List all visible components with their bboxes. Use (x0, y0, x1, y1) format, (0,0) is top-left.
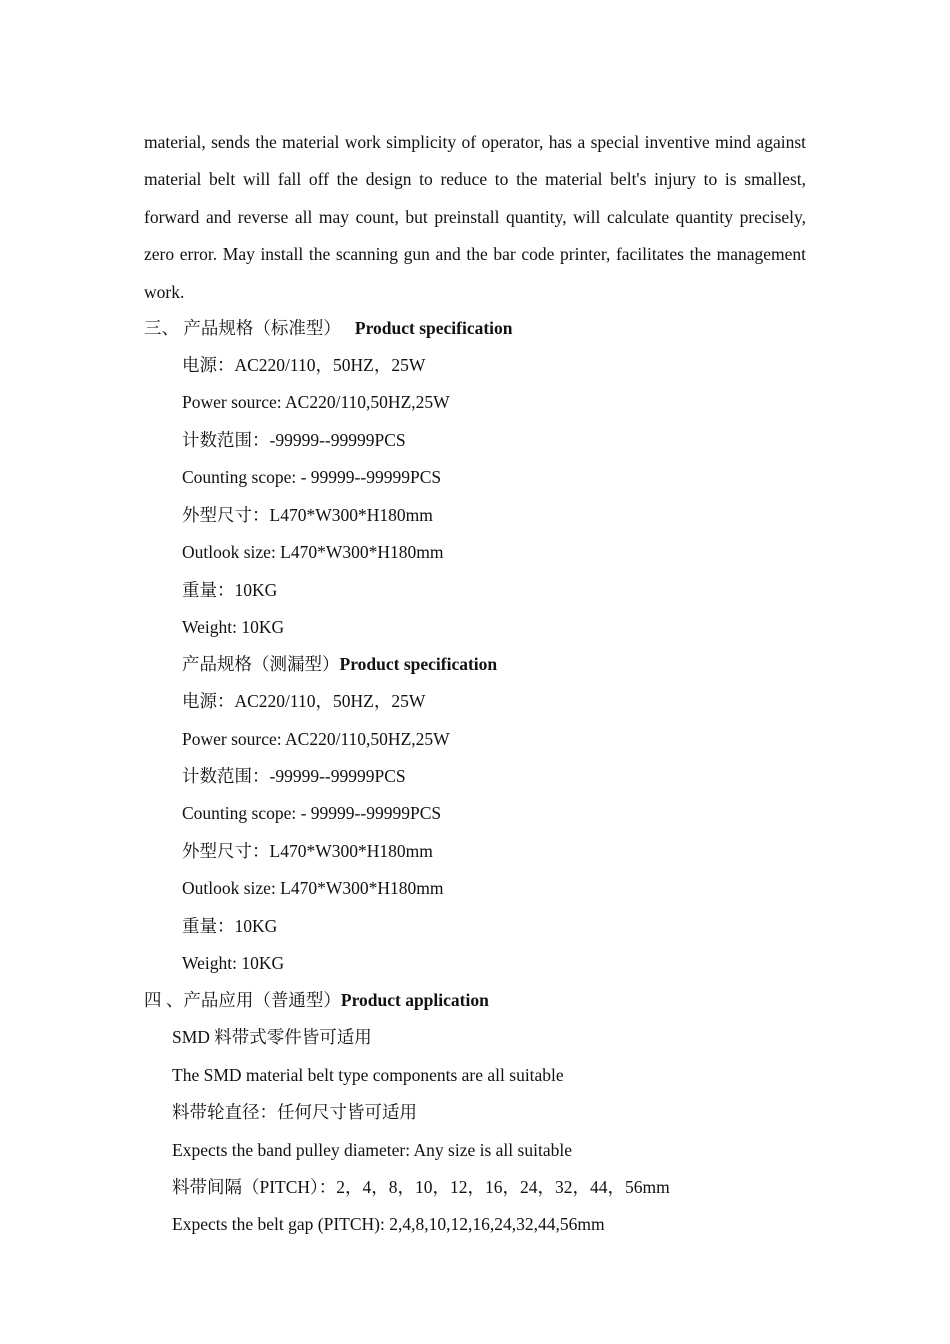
spec-line: Power source: AC220/110,50HZ,25W (182, 392, 450, 412)
spec-line: Counting scope: - 99999--99999PCS (182, 803, 442, 823)
application-line: Expects the band pulley diameter: Any size is all suitable (172, 1140, 572, 1160)
application-line: Expects the belt gap (PITCH): 2,4,8,10,12,16,24,32,44,56mm (172, 1214, 605, 1234)
section3-heading (144, 316, 513, 340)
spec-line: 重量：10KG (182, 580, 278, 600)
application-line: The SMD material belt type components are all suitable (172, 1065, 564, 1085)
spec-line: Weight: 10KG (182, 953, 285, 973)
spec-line: 计数范围：-99999--99999PCS (182, 766, 406, 786)
leak-type-heading-cn: 产品规格（测漏型） (182, 654, 340, 674)
application-line: SMD 料带式零件皆可适用 (172, 1027, 372, 1047)
section4-heading-en: Product application (340, 990, 489, 1010)
section4-heading-cn: 四 、产品应用（普通型） (144, 990, 341, 1010)
spec-line: Outlook size: L470*W300*H180mm (182, 878, 444, 898)
spec-line: Power source: AC220/110,50HZ,25W (182, 729, 450, 749)
spec-line: Weight: 10KG (182, 617, 285, 637)
intro-paragraph: material, sends the material work simplicity of operator, has a special inventive mind against material belt will fall off the design to reduce to the material belt's injury to is smallest, forward and reverse all may count, but preinstall quantity, will calculate quantity precisely, zero error. May install the scanning gun and the bar code printer, facilitates the management work. (144, 132, 806, 302)
leak-type-heading (182, 652, 497, 676)
section3-heading-cn: 三、 产品规格（标准型） (144, 318, 341, 338)
leak-type-heading-en: Product specification (339, 654, 498, 674)
section3-heading-en: Product specification (354, 318, 513, 338)
spec-line: 计数范围：-99999--99999PCS (182, 430, 406, 450)
spec-line: 重量：10KG (182, 916, 278, 936)
spec-line: Counting scope: - 99999--99999PCS (182, 467, 442, 487)
spec-line: Outlook size: L470*W300*H180mm (182, 542, 444, 562)
application-line: 料带轮直径：任何尺寸皆可适用 (172, 1102, 417, 1122)
application-line: 料带间隔（PITCH）：2，4，8，10，12，16，24，32，44，56mm (172, 1177, 670, 1197)
spec-line: 电源：AC220/110，50HZ，25W (182, 355, 426, 375)
spec-line: 外型尺寸：L470*W300*H180mm (182, 505, 433, 525)
spec-line: 电源：AC220/110，50HZ，25W (182, 691, 426, 711)
section4-heading (144, 988, 489, 1012)
spec-line: 外型尺寸：L470*W300*H180mm (182, 841, 433, 861)
